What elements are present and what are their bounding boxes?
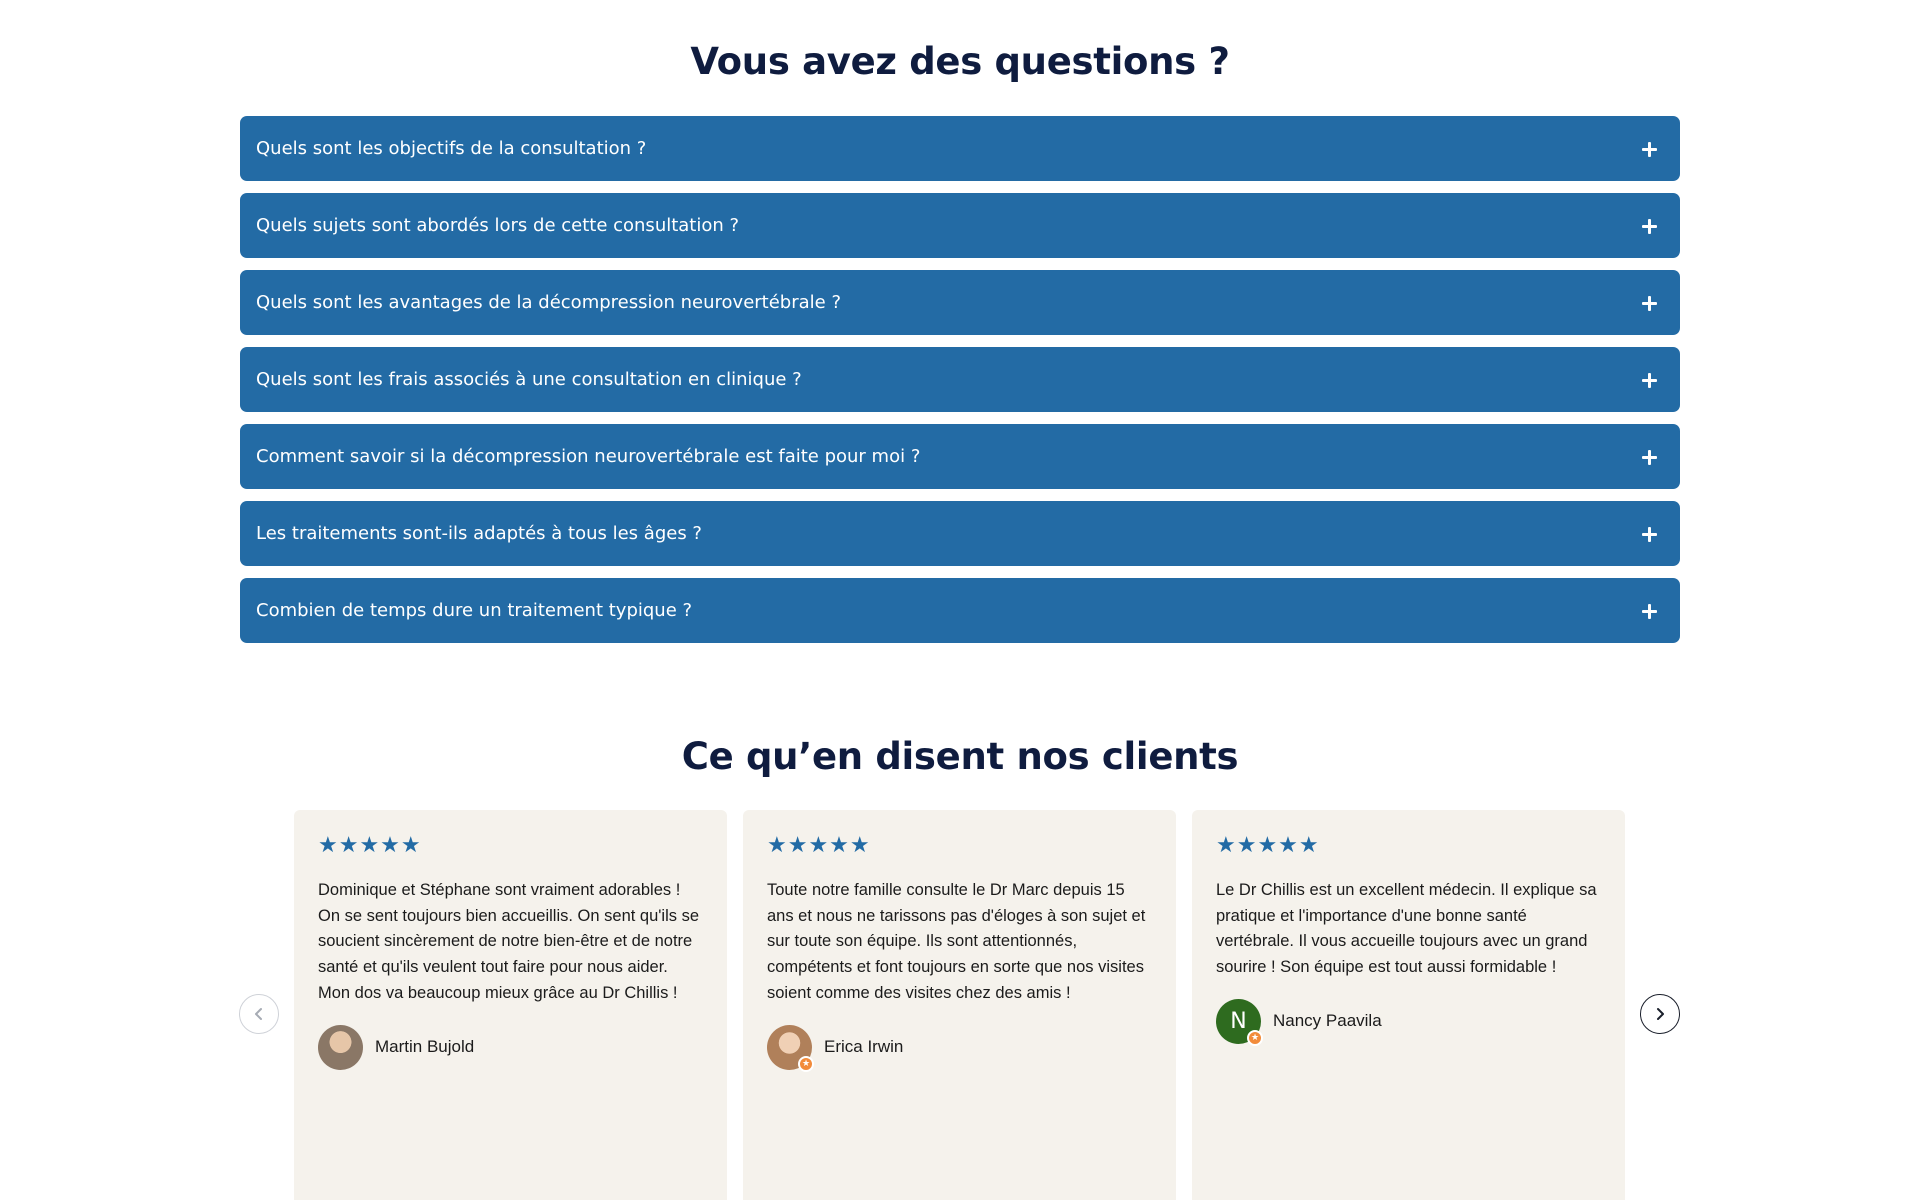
review-text: Toute notre famille consulte le Dr Marc depuis 15 ans et nous ne tarissons pas d'éloges à son sujet et sur toute son équipe. Ils sont attentionnés, compétents et font toujours en sorte que nos visites soient comme des visites chez des amis ! (767, 881, 1146, 1002)
faq-item[interactable] (240, 347, 1680, 412)
review-author (1216, 999, 1601, 1044)
faq-item[interactable] (240, 501, 1680, 566)
carousel-prev-button[interactable] (239, 994, 279, 1034)
google-local-guide-badge-icon: ★ (798, 1056, 814, 1072)
plus-icon[interactable] (1634, 442, 1664, 472)
carousel-next-button[interactable] (1640, 994, 1680, 1034)
avatar (318, 1025, 363, 1070)
faq-item[interactable] (240, 578, 1680, 643)
review-card (1192, 810, 1625, 1200)
google-local-guide-badge-icon: ★ (1247, 1030, 1263, 1046)
reviews-title: Ce qu’en disent nos clients (681, 735, 1239, 778)
star-rating: ★★★★★ (318, 833, 422, 858)
faq-question: Comment savoir si la décompression neurovertébrale est faite pour moi ? (256, 446, 921, 467)
chevron-right-icon (1652, 1006, 1668, 1022)
star-rating: ★★★★★ (767, 833, 871, 858)
review-card (294, 810, 727, 1200)
review-card (743, 810, 1176, 1200)
avatar-initial: N (1230, 1008, 1247, 1034)
plus-icon[interactable] (1634, 134, 1664, 164)
review-author (318, 1025, 703, 1070)
author-name: Nancy Paavila (1273, 1011, 1382, 1031)
plus-icon[interactable] (1634, 365, 1664, 395)
faq-item[interactable] (240, 424, 1680, 489)
review-text: Le Dr Chillis est un excellent médecin. Il explique sa pratique et l'importance d'une bonne santé vertébrale. Il vous accueille toujours avec un grand sourire ! Son équipe est tout aussi formidable ! (1216, 881, 1597, 977)
avatar (1216, 999, 1261, 1044)
faq-question: Quels sont les frais associés à une consultation en clinique ? (256, 369, 802, 390)
review-text: Dominique et Stéphane sont vraiment adorables ! On se sent toujours bien accueillis. On sent qu'ils se soucient sincèrement de notre bien-être et de notre santé et qu'ils veulent tout faire pour nous aider. Mon dos va beaucoup mieux grâce au Dr Chillis ! (318, 881, 700, 1002)
faq-title: Vous avez des questions ? (690, 40, 1230, 83)
faq-item[interactable] (240, 116, 1680, 181)
faq-question: Quels sont les objectifs de la consultation ? (256, 138, 647, 159)
faq-question: Les traitements sont-ils adaptés à tous les âges ? (256, 523, 702, 544)
faq-accordion (240, 116, 1680, 655)
chevron-left-icon (251, 1006, 267, 1022)
plus-icon[interactable] (1634, 596, 1664, 626)
star-rating: ★★★★★ (1216, 833, 1320, 858)
plus-icon[interactable] (1634, 211, 1664, 241)
author-name: Martin Bujold (375, 1037, 475, 1057)
faq-question: Combien de temps dure un traitement typique ? (256, 600, 693, 621)
author-name: Erica Irwin (824, 1037, 904, 1057)
faq-question: Quels sont les avantages de la décompression neurovertébrale ? (256, 292, 842, 313)
plus-icon[interactable] (1634, 519, 1664, 549)
review-author (767, 1025, 1152, 1070)
faq-question: Quels sujets sont abordés lors de cette consultation ? (256, 215, 740, 236)
faq-item[interactable] (240, 270, 1680, 335)
plus-icon[interactable] (1634, 288, 1664, 318)
faq-item[interactable] (240, 193, 1680, 258)
avatar (767, 1025, 812, 1070)
